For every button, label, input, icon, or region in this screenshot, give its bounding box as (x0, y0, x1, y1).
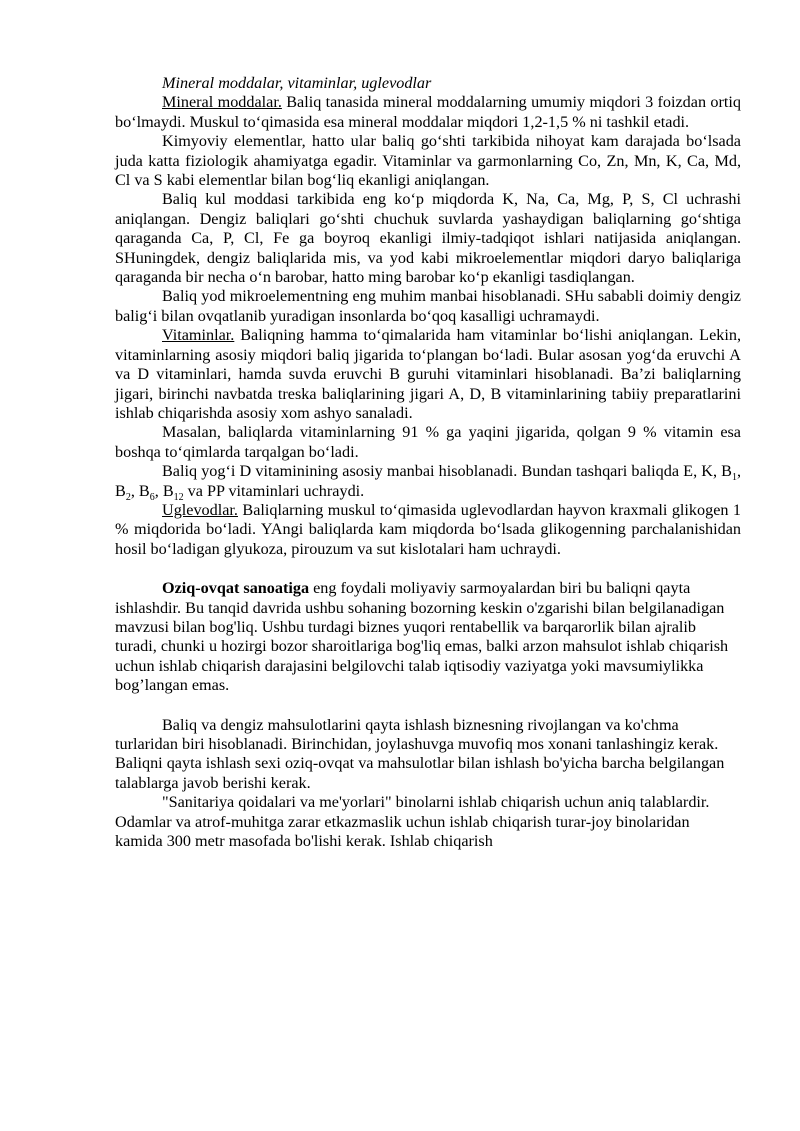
text-segment: Baliq yog‘i D vitaminining asosiy manbai hisoblanadi. Bundan tashqari baliqda E, K, B (162, 462, 732, 481)
heading-vitamins: Vitaminlar. (162, 326, 235, 345)
paragraph-iodine: Baliq yod mikroelementning eng muhim manbai hisoblanadi. SHu sababli doimiy dengiz balig‘i bilan ovqatlanib yuradigan insonlarda bo‘qoq kasalligi uchramaydi. (115, 287, 741, 325)
paragraph-sanitary: "Sanitariya qoidalari va me'yorlari" binolarni ishlab chiqarish uchun aniq talablardir. Odamlar va atrof-muhitga zarar etkazmaslik uchun ishlab chiqarish turar-joy binolaridan kamida 300 metr masofada bo'lishi kerak. Ishlab chiqarish (115, 793, 710, 851)
paragraph-text: Baliqlarning muskul to‘qimasida uglevodlardan hayvon kraxmali glikogen 1 % miqdorida bo‘ladi. YAngi baliqlarda kam miqdorda bo‘lsada glikogenning parchalanishidan hosil bo‘ladigan glyukoza, pirouzum va sut kislotalari ham uchraydi. (115, 500, 741, 558)
paragraph-elements: Kimyoviy elementlar, hatto ular baliq go‘shti tarkibida nihoyat kam darajada bo‘lsada juda katta fiziologik ahamiyatga egadir. Vitaminlar va garmonlarning Co, Zn, Mn, K, Ca, Md, Cl va S kabi elementlar bilan bog‘liq ekanligi aniqlangan. (115, 132, 741, 190)
paragraph-text: eng foydali moliyaviy sarmoyalardan biri bu baliqni qayta ishlashdir. Bu tanqid davrida ushbu sohaning bozorning keskin o'zgarishi bilan belgilanadigan mavzusi bilan bog'liq. Ushbu turdagi biznes yuqori rentabellik va barqarorlik bilan ajralib turadi, chunki u hozirgi bozor sharoitlariga bog'liq emas, balki arzon mahsulot ishlab chiqarish uchun ishlab chiqarish darajasini belgilovchi talab iqtisodiy vaziyatga yoki mavsumiylikka bog’langan emas. (115, 579, 729, 695)
paragraph-food-industry (115, 579, 741, 695)
text-segment: , B (115, 462, 741, 500)
paragraph-processing: Baliq va dengiz mahsulotlarini qayta ishlash biznesning rivojlangan va ko'chma turlaridan biri hisoblanadi. Birinchidan, joylashuvga muvofiq mos xonani tanlashingiz kerak. Baliqni qayta ishlash sexi oziq-ovqat va mahsulotlar bilan ishlash bo'yicha barcha belgilangan talablarga javob berishi kerak. (115, 715, 725, 792)
paragraph-text: Baliqning hamma to‘qimalarida ham vitaminlar bo‘lishi aniqlangan. Lekin, vitaminlarning asosiy miqdori baliq jigarida to‘plangan bo‘ladi. Bular asosan yog‘da eruvchi A va D vitaminlari, hamda suvda eruvchi B guruhi vitaminlari hisoblanadi. Ba’zi baliqlarning jigari, birinchi navbatda treska baliqlarining jigari A, D, B vitaminlarining tabiiy preparatlarini ishlab chiqarishda asosiy xom ashyo sanaladi. (115, 326, 741, 422)
document-page (115, 74, 741, 851)
paragraph-carbohydrates (115, 501, 741, 559)
text-segment: , B (154, 481, 174, 500)
paragraph-ash: Baliq kul moddasi tarkibida eng ko‘p miqdorda K, Na, Ca, Mg, P, S, Cl uchrashi aniqlangan. Dengiz baliqlari go‘shti chuchuk suvlarda yashaydigan baliqlarning go‘shtiga qaraganda Ca, P, Cl, Fe ga boyroq ekanligi ilmiy-tadqiqot ishlari natijasida aniqlangan. SHuningdek, dengiz baliqlarida mis, va yod kabi mikroelementlar miqdori daryo baliqlariga qaraganda bir necha o‘n barobar, hatto ming barobar ko‘p ekanligi tasdiqlangan. (115, 190, 741, 287)
paragraph-text: Baliq tanasida mineral moddalarning umumiy miqdori 3 foizdan ortiq bo‘lmaydi. Muskul to‘qimasida esa mineral moddalar miqdori 1,2-1,5 % ni tashkil etadi. (115, 93, 741, 131)
subscript: 1 (731, 472, 737, 484)
paragraph-liver: Masalan, baliqlarda vitaminlarning 91 % ga yaqini jigarida, qolgan 9 % vitamin esa boshqa to‘qimlarda tarqalgan bo‘ladi. (115, 423, 741, 461)
heading-food-industry: Oziq-ovqat sanoatiga (162, 579, 310, 598)
subscript: 2 (125, 491, 131, 503)
paragraph-fish-oil (115, 462, 741, 501)
heading-carbohydrates: Uglevodlar. (162, 500, 238, 519)
paragraph-minerals (115, 93, 741, 132)
section-title: Mineral moddalar, vitaminlar, uglevodlar (162, 74, 432, 92)
paragraph-vitamins (115, 326, 741, 423)
subscript: 12 (173, 491, 184, 503)
text-segment: va PP vitaminlari uchraydi. (183, 481, 365, 500)
heading-minerals: Mineral moddalar. (162, 93, 282, 112)
subscript: 6 (149, 491, 155, 503)
text-segment: , B (130, 481, 150, 500)
